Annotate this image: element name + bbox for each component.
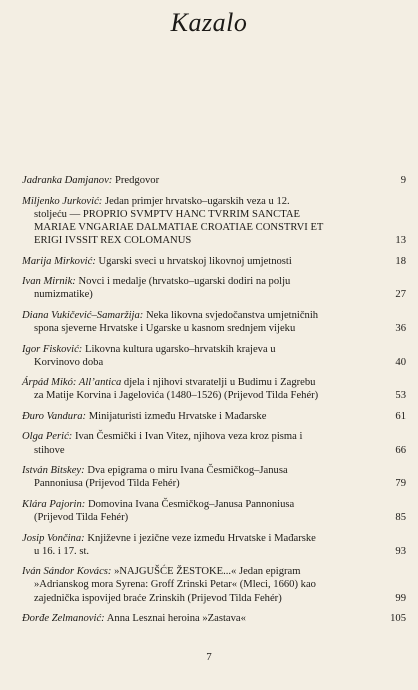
toc-entry-text <box>22 498 372 524</box>
toc-entry-title: Predgovor <box>114 175 160 186</box>
toc-entry-first-line <box>22 195 372 208</box>
toc-entry-title: Likovna kultura ugarsko–hrvatskih krajeva u <box>84 343 276 355</box>
toc-entry-page-number: 105 <box>390 613 406 625</box>
toc-entry-continuation: spona sjeverne Hrvatske i Ugarske u kasnom srednjem vijeku <box>34 323 296 335</box>
toc-entry-first-line <box>22 343 372 356</box>
toc-entry-page-number: 93 <box>395 545 406 557</box>
toc-entry-first-line <box>22 174 372 187</box>
table-of-contents <box>22 174 406 633</box>
toc-entry-title: »NAJGUŠĆE ŽESTOKE...« Jedan epigram <box>114 566 301 578</box>
toc-entry-author: Josip Vončina: <box>22 532 85 544</box>
toc-entry-continuation: numizmatike) <box>34 289 93 301</box>
toc-entry <box>22 255 406 268</box>
toc-entry-page-number: 53 <box>395 390 406 402</box>
toc-entry-first-line <box>22 612 372 625</box>
toc-entry-title: Anna Lesznai heroina »Zastava« <box>106 613 246 625</box>
toc-entry-continuation: »Adrianskog mora Syrena: Groff Zrinski Petar« (Mleci, 1660) kao <box>34 579 316 591</box>
toc-entry-first-line <box>22 430 372 443</box>
toc-entry <box>22 532 406 558</box>
toc-entry-continuation: Korvinovo doba <box>34 356 104 368</box>
toc-entry-author: Đorđe Zelmanović: <box>22 613 105 625</box>
toc-entry-author: Olga Perić: <box>22 431 73 443</box>
toc-entry-author: Miljenko Jurković: <box>22 195 103 207</box>
toc-entry-page-number: 27 <box>395 289 406 301</box>
toc-entry <box>22 343 406 369</box>
toc-entry <box>22 498 406 524</box>
toc-entry-author: Đuro Vandura: <box>22 410 87 422</box>
toc-entry <box>22 195 406 248</box>
toc-entry-author: Jadranka Damjanov: <box>22 175 113 186</box>
toc-entry-title: Književne i jezične veze između Hrvatske i Mađarske <box>87 532 316 544</box>
toc-entry-text <box>22 376 372 402</box>
toc-entry-first-line <box>22 309 372 322</box>
toc-entry-title: Domovina Ivana Česmičkog–Janusa Pannoniusa <box>87 498 295 510</box>
toc-entry-text <box>22 275 372 301</box>
toc-entry-continuation: stihove <box>34 444 65 456</box>
toc-entry-page-number: 9 <box>400 175 406 186</box>
toc-entry-text <box>22 343 372 369</box>
toc-entry-continuation: zajednička ispovijed braće Zrinskih (Prijevod Tilda Fehér) <box>34 592 282 604</box>
toc-entry <box>22 565 406 605</box>
toc-entry-first-line <box>22 410 372 423</box>
toc-entry <box>22 612 406 625</box>
toc-entry <box>22 464 406 490</box>
toc-entry-text <box>22 464 372 490</box>
toc-entry <box>22 410 406 423</box>
toc-entry-first-line <box>22 275 372 288</box>
toc-entry-page-number: 36 <box>395 323 406 335</box>
toc-entry-first-line <box>22 498 372 511</box>
toc-entry-text <box>22 430 372 456</box>
toc-entry-author: Igor Fisković: <box>22 343 83 355</box>
toc-entry-first-line <box>22 464 372 477</box>
toc-entry-page-number: 40 <box>395 356 406 368</box>
toc-entry-text <box>22 612 372 625</box>
toc-entry-continuation: Pannoniusa (Prijevod Tilda Fehér) <box>34 478 180 490</box>
toc-entry-continuation: stoljeću — PROPRIO SVMPTV HANC TVRRIM SANCTAE <box>34 208 300 220</box>
toc-entry-author: Marija Mirković: <box>22 255 96 267</box>
toc-entry-text <box>22 255 372 268</box>
toc-entry-first-line <box>22 376 372 389</box>
toc-entry-author: Diana Vukičević–Samaržija: <box>22 309 144 321</box>
toc-entry-title: Dva epigrama o miru Ivana Česmičkog–Janusa <box>87 465 288 477</box>
toc-entry <box>22 174 406 187</box>
toc-entry-page-number: 61 <box>395 410 406 422</box>
toc-entry <box>22 376 406 402</box>
toc-entry-title: Ivan Česmički i Ivan Vitez, njihova veza kroz pisma i <box>74 431 303 443</box>
toc-entry-title: Minijaturisti između Hrvatske i Mađarske <box>88 410 267 422</box>
toc-entry-page-number: 13 <box>395 235 406 247</box>
toc-entry-page-number: 66 <box>395 444 406 456</box>
toc-entry-text <box>22 565 372 605</box>
toc-entry-continuation: (Prijevod Tilda Fehér) <box>34 512 129 524</box>
toc-entry-page-number: 85 <box>395 512 406 524</box>
toc-entry <box>22 430 406 456</box>
toc-entry-title: Ugarski sveci u hrvatskoj likovnoj umjetnosti <box>98 255 292 267</box>
toc-entry-first-line <box>22 532 372 545</box>
toc-entry-continuation: ERIGI IVSSIT REX COLOMANUS <box>34 235 192 247</box>
toc-entry-author: István Bitskey: <box>22 465 85 477</box>
page-number-footer: 7 <box>206 651 212 663</box>
toc-entry-author: Árpád Mikó: All’antica <box>22 377 122 389</box>
toc-entry-page-number: 99 <box>395 592 406 604</box>
toc-entry-text <box>22 174 372 187</box>
toc-entry-author: Iván Sándor Kovács: <box>22 566 112 578</box>
toc-entry-title: Novci i medalje (hrvatsko–ugarski dodiri na polju <box>78 276 291 288</box>
toc-entry-title: Jedan primjer hrvatsko–ugarskih veza u 12. <box>104 195 290 207</box>
toc-entry-first-line <box>22 255 372 268</box>
toc-entry-continuation: MARIAE VNGARIAE DALMATIAE CROATIAE CONSTRVI ET <box>34 221 324 233</box>
toc-entry-text <box>22 195 372 248</box>
toc-entry-title: Neka likovna svjedočanstva umjetničnih <box>145 309 319 321</box>
toc-entry-page-number: 79 <box>395 478 406 490</box>
toc-entry-page-number: 18 <box>395 255 406 267</box>
toc-entry-title: djela i njihovi stvaratelji u Budimu i Zagrebu <box>123 377 316 389</box>
toc-entry-author: Ivan Mirnik: <box>22 276 76 288</box>
page-title: Kazalo <box>170 8 248 37</box>
toc-entry-text <box>22 309 372 335</box>
toc-entry-continuation: za Matije Korvina i Jagelovića (1480–1526) (Prijevod Tilda Fehér) <box>34 390 319 402</box>
toc-entry-author: Klára Pajorin: <box>22 498 86 510</box>
toc-entry <box>22 275 406 301</box>
toc-entry <box>22 309 406 335</box>
toc-entry-continuation: u 16. i 17. st. <box>34 545 90 557</box>
toc-entry-first-line <box>22 565 372 578</box>
toc-entry-text <box>22 410 372 423</box>
toc-entry-text <box>22 532 372 558</box>
